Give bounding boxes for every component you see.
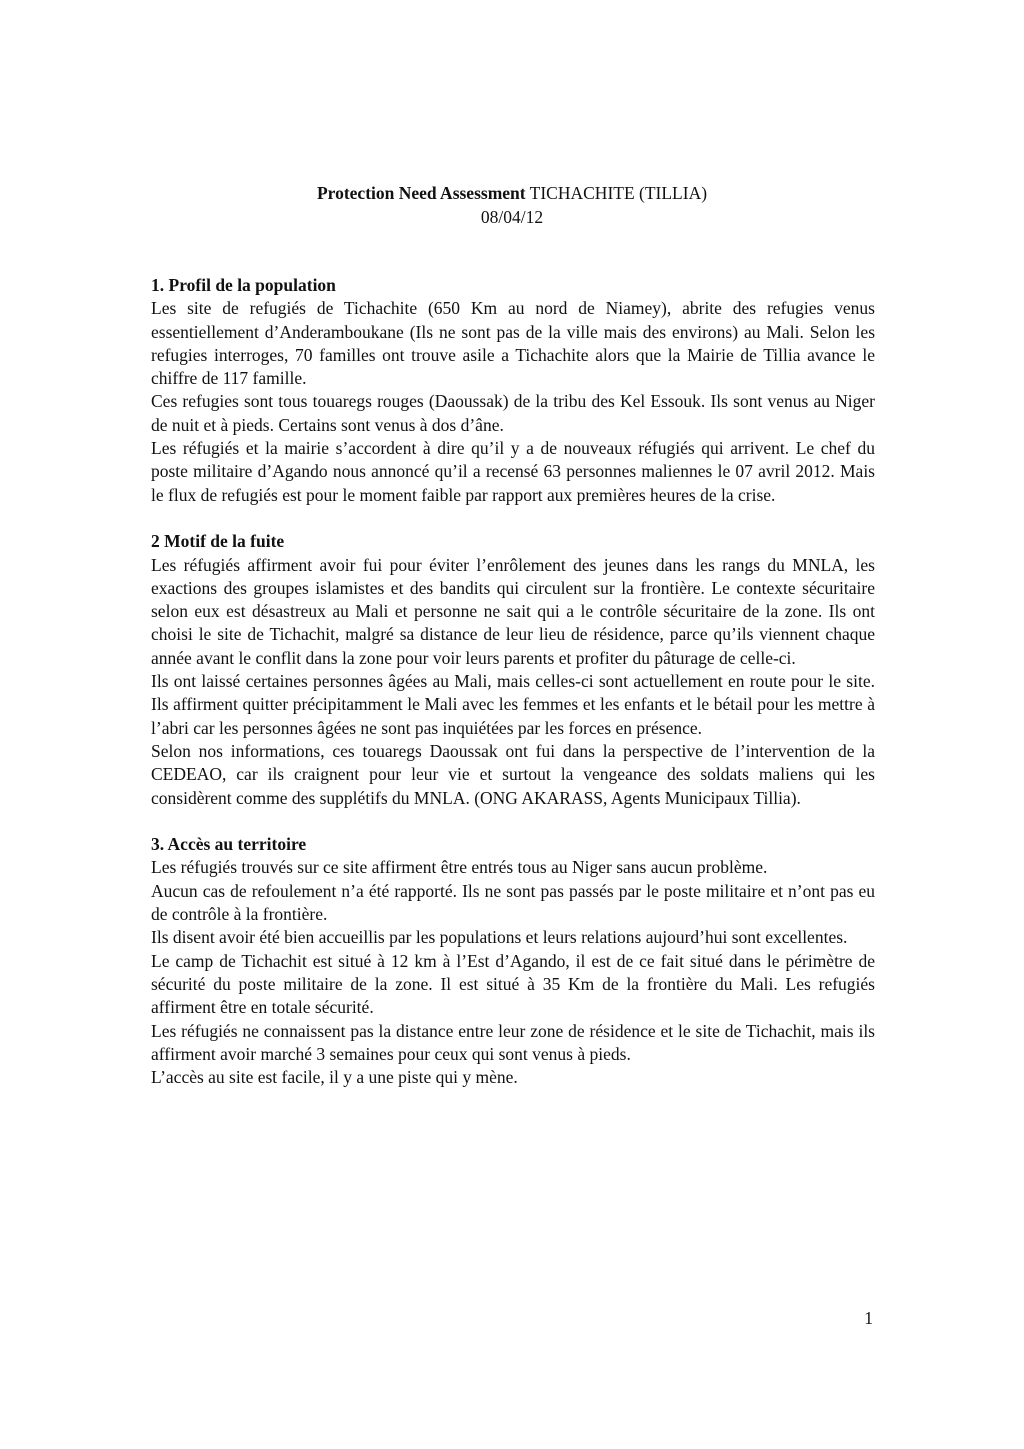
page-number: 1 xyxy=(864,1308,873,1328)
section-motif-fuite xyxy=(151,530,875,810)
paragraph: Les réfugiés et la mairie s’accordent à dire qu’il y a de nouveaux réfugiés qui arrivent. Le chef du poste militaire d’Agando nous annoncé qu’il a recensé 63 personnes maliennes le 07 avril 2012. Mais le flux de refugiés est pour le moment faible par rapport aux premières heures de la crise. xyxy=(151,438,875,505)
paragraph: Ils disent avoir été bien accueillis par les populations et leurs relations aujourd’hui sont excellentes. xyxy=(151,927,848,948)
paragraph: Ces refugies sont tous touaregs rouges (Daoussak) de la tribu des Kel Essouk. Ils sont venus au Niger de nuit et à pieds. Certains sont venus à dos d’âne. xyxy=(151,391,875,435)
paragraph: Aucun cas de refoulement n’a été rapporté. Ils ne sont pas passés par le poste militaire et n’ont pas eu de contrôle à la frontière. xyxy=(151,880,875,925)
paragraph: Les réfugiés ne connaissent pas la distance entre leur zone de résidence et le site de Tichachit, mais ils affirment avoir marché 3 semaines pour ceux qui sont venus à pieds. xyxy=(151,1020,875,1064)
document-title xyxy=(0,181,1024,205)
document-body xyxy=(151,274,875,1113)
paragraph: Ils ont laissé certaines personnes âgées au Mali, mais celles-ci sont actuellement en route pour le site. Ils affirment quitter précipitamment le Mali avec les femmes et les enfants et le bétail pour les mettre à l’abri car les personnes âgées ne sont pas inquiétées par les forces en présence. xyxy=(151,671,875,738)
paragraph: L’accès au site est facile, il y a une piste qui y mène. xyxy=(151,1067,518,1088)
section-profil-population xyxy=(151,274,875,507)
section-title: 3. Accès au territoire xyxy=(151,834,307,855)
title-bold-part: Protection Need Assessment xyxy=(316,183,526,203)
section-title: 2 Motif de la fuite xyxy=(151,531,285,552)
document-date: 08/04/12 xyxy=(480,207,544,227)
title-location: TICHACHITE (TILLIA) xyxy=(525,183,708,203)
paragraph: Selon nos informations, ces touaregs Daoussak ont fui dans la perspective de l’intervention de la CEDEAO, car ils craignent pour leur vie et surtout la vengeance des soldats maliens qui les considèrent comme des supplétifs du MNLA. (ONG AKARASS, Agents Municipaux Tillia). xyxy=(151,740,875,808)
section-title: 1. Profil de la population xyxy=(151,275,336,295)
paragraph: Le camp de Tichachit est situé à 12 km à l’Est d’Agando, il est de ce fait situé dans le périmètre de sécurité du poste militaire de la zone. Il est situé à 35 Km de la frontière du Mali. Les refugiés affirment être en totale sécurité. xyxy=(151,950,875,1018)
section-acces-territoire xyxy=(151,833,875,1089)
paragraph: Les site de refugiés de Tichachite (650 Km au nord de Niamey), abrite des refugies venus essentiellement d’Anderamboukane (Ils ne sont pas de la ville mais des environs) au Mali. Selon les refugies interroges, 70 familles ont trouve asile a Tichachite alors que la Mairie de Tillia avance le chiffre de 117 famille. xyxy=(151,298,875,389)
paragraph: Les réfugiés affirment avoir fui pour éviter l’enrôlement des jeunes dans les rangs du MNLA, les exactions des groupes islamistes et des bandits qui circulent sur la frontière. Le contexte sécuritaire selon eux est désastreux au Mali et personne ne sait qui a le contrôle sécuritaire de la zone. Ils ont choisi le site de Tichachit, malgré sa distance de leur lieu de résidence, parce qu’ils viennent chaque année avant le conflit dans la zone pour voir leurs parents et profiter du pâturage de celle-ci. xyxy=(151,554,875,668)
paragraph: Les réfugiés trouvés sur ce site affirment être entrés tous au Niger sans aucun problème. xyxy=(151,857,768,878)
document-header xyxy=(0,181,1024,229)
